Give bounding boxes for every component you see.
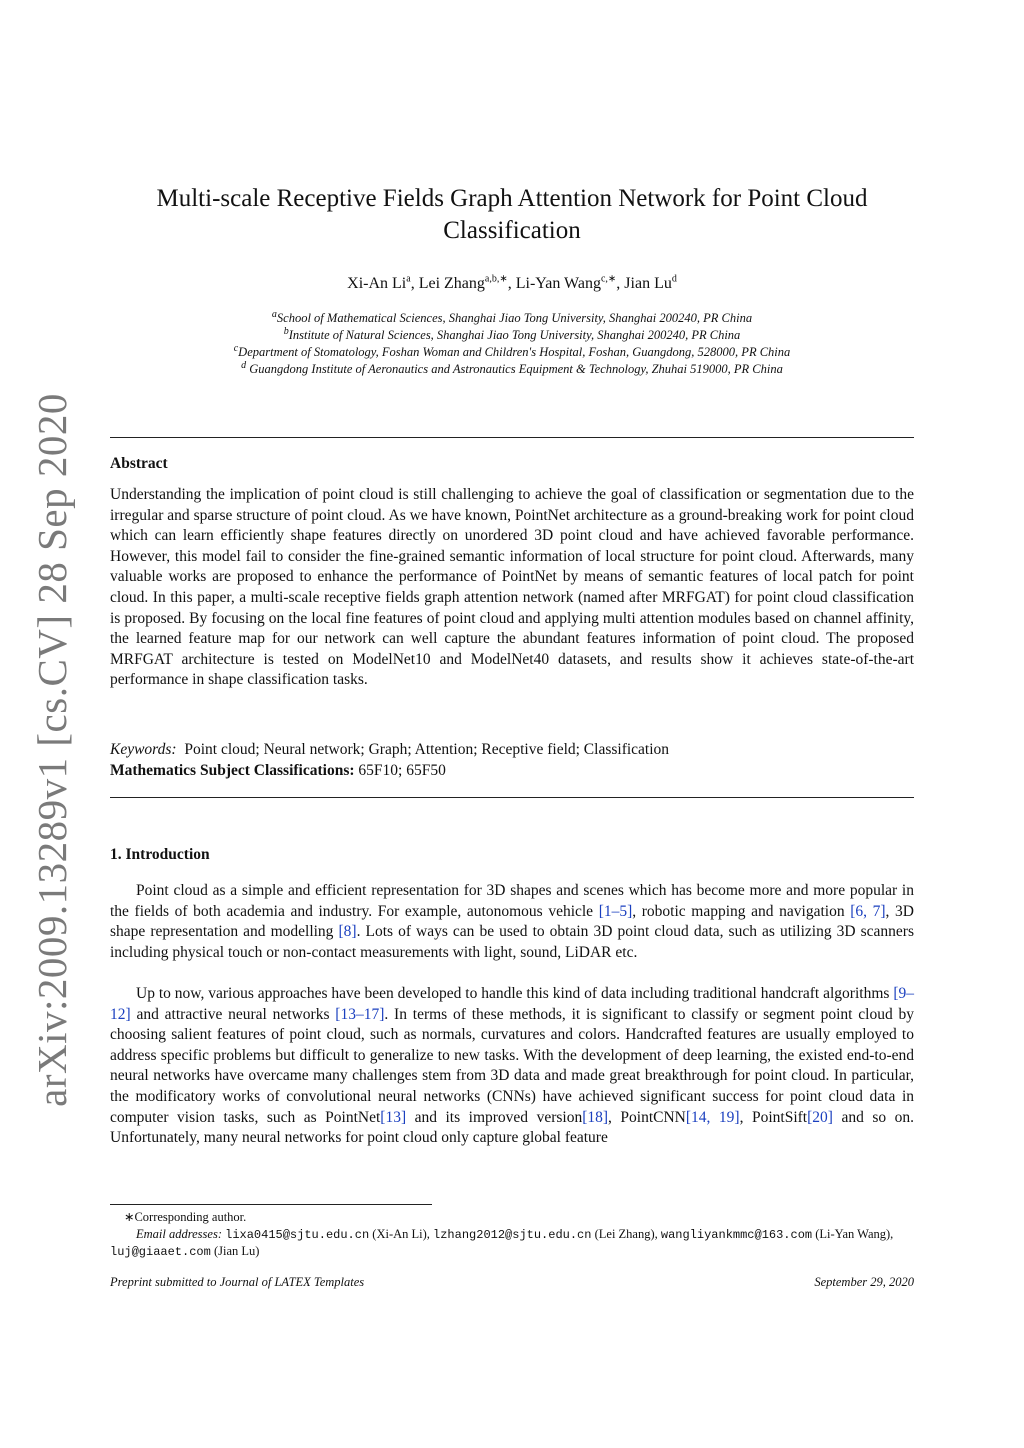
affiliation-text: Department of Stomatology, Foshan Woman and Children's Hospital, Foshan, Guangdong, 528000, PR China [238, 345, 791, 359]
corresponding-author-note: ∗Corresponding author. [124, 1210, 247, 1224]
email-owner: (Li-Yan Wang), [815, 1226, 894, 1241]
citation-link[interactable]: [1–5] [598, 902, 633, 920]
keywords-line [110, 741, 669, 759]
introduction-paragraph-2 [110, 984, 914, 1149]
affiliation-line [112, 327, 912, 344]
paragraph-text: , 3D shape representation and modelling [110, 902, 914, 941]
citation-link[interactable]: [13–17] [335, 1005, 385, 1023]
abstract-top-rule [110, 437, 914, 438]
affiliation-mark: d [241, 359, 247, 371]
paragraph-text: . Lots of ways can be used to obtain 3D point cloud data, such as utilizing 3D scanners including physical touch or non-contact measurements with light, sound, LiDAR etc. [110, 923, 914, 961]
email-label: Email addresses: [136, 1226, 222, 1241]
paper-title: Multi-scale Receptive Fields Graph Attention Network for Point Cloud Classification [156, 185, 868, 244]
author-affiliation-mark: d [671, 273, 677, 285]
citation-link[interactable]: [6, 7] [850, 902, 886, 920]
abstract-heading: Abstract [110, 455, 168, 472]
author-affiliation-mark: a [406, 273, 411, 285]
affiliation-list [112, 310, 912, 378]
abstract-text: Understanding the implication of point cloud is still challenging to achieve the goal of classification or segmentation due to the irregular and sparse structure of point cloud. As we have known, PointNet architecture as a ground-breaking work for point cloud which can learn efficiently shape features directly on unordered 3D point cloud and have achieved favorable performance. However, this model fail to consider the fine-grained semantic information of local structure for point cloud. Afterwards, many valuable works are proposed to enhance the performance of PointNet by means of semantic features of local patch for point cloud. In this paper, a multi-scale receptive fields graph attention network (named after MRFGAT) for point cloud classification is proposed. By focusing on the local fine features of point cloud and applying multi attention modules based on channel affinity, the learned feature map for our network can well capture the abundant features information of point cloud. The proposed MRFGAT architecture is tested on ModelNet10 and ModelNet40 datasets, and results show it achieves state-of-the-art performance in shape classification tasks. [110, 486, 914, 689]
paragraph-text: and attractive neural networks [130, 1005, 336, 1023]
author-name: Li-Yan Wang [515, 275, 601, 292]
keywords-text: Point cloud; Neural network; Graph; Attention; Receptive field; Classification [184, 741, 670, 758]
email-address[interactable]: lzhang2012@sjtu.edu.cn [433, 1227, 592, 1242]
citation-link[interactable]: [20] [807, 1108, 833, 1126]
paragraph-text: and its improved version [406, 1108, 583, 1126]
citation-link[interactable]: [13] [380, 1108, 407, 1126]
footnotes [110, 1209, 914, 1261]
paragraph-text: Up to now, various approaches have been developed to handle this kind of data including traditional handcraft algorithms [136, 985, 894, 1002]
affiliation-text: Guangdong Institute of Aeronautics and Astronautics Equipment & Technology, Zhuhai 519000, PR China [246, 362, 783, 376]
citation-link[interactable]: [14, 19] [685, 1108, 740, 1126]
email-addresses [110, 1226, 914, 1261]
author-name: Jian Lu [624, 275, 672, 292]
email-owner: (Jian Lu) [213, 1244, 260, 1258]
msc-text: 65F10; 65F50 [358, 762, 446, 779]
paragraph-text: , PointSift [739, 1108, 808, 1126]
affiliation-text: Institute of Natural Sciences, Shanghai Jiao Tong University, Shanghai 200240, PR China [288, 328, 741, 342]
paragraph-text: and so on. Unfortunately, many neural networks for point cloud only capture global feature [110, 1108, 914, 1147]
email-owner: (Xi-An Li), [372, 1226, 430, 1241]
keywords-label: Keywords: [110, 741, 177, 758]
author-name: Xi-An Li [347, 275, 407, 292]
author-affiliation-mark: a,b,∗ [484, 273, 508, 285]
affiliation-text: School of Mathematical Sciences, Shanghai Jiao Tong University, Shanghai 200240, PR China [276, 311, 753, 325]
email-address[interactable]: wangliyankmmc@163.com [660, 1227, 813, 1242]
affiliation-mark: a [271, 308, 277, 320]
affiliation-mark: c [233, 342, 239, 354]
email-owner: (Lei Zhang), [594, 1226, 658, 1241]
paragraph-text: . In terms of these methods, it is significant to classify or segment point cloud by choosing salient features of point cloud, such as normals, curvatures and colors. Handcrafted features are usually employed to address specific problems but difficult to generalize to new tasks. With the development of deep learning, the existed end-to-end neural networks have overcame many challenges stem from 3D data and made great breakthrough for point cloud. In particular, the modificatory works of convolutional neural networks (CNNs) have achieved significant success for point cloud data in computer vision tasks, such as PointNet [110, 1005, 914, 1126]
affiliation-mark: b [283, 325, 289, 337]
citation-link[interactable]: [9–12] [110, 985, 914, 1023]
abstract-bottom-rule [110, 797, 914, 798]
msc-label: Mathematics Subject Classifications: [110, 762, 355, 779]
citation-link[interactable]: [18] [582, 1108, 609, 1126]
introduction-heading: 1. Introduction [110, 846, 210, 863]
author-affiliation-mark: c,∗ [600, 273, 617, 285]
affiliation-line [112, 310, 912, 327]
email-address[interactable]: lixa0415@sjtu.edu.cn [225, 1227, 370, 1242]
author-list: Xi-An Li$^a$, Lei Zhang$^{a,b,∗}$, Li-Yan Wang$^{c,∗}$, Jian Lu$^d$ [347, 273, 677, 292]
citation-link[interactable]: [8] [338, 923, 357, 941]
introduction-paragraph-1 [110, 881, 914, 963]
footer-journal: Preprint submitted to Journal of LATEX Templates [110, 1275, 365, 1289]
author-name: Lei Zhang [418, 275, 485, 292]
paragraph-text: , robotic mapping and navigation [632, 902, 851, 920]
arxiv-side-stamp: arXiv:2009.13289v1 [cs.CV] 28 Sep 2020 [29, 393, 75, 1107]
affiliation-line [112, 344, 912, 361]
footnote-rule [110, 1204, 432, 1205]
email-address[interactable]: luj@giaaet.com [110, 1245, 211, 1259]
paragraph-text: , PointCNN [608, 1108, 686, 1126]
affiliation-line [112, 361, 912, 378]
msc-line [110, 762, 446, 780]
footer-date: September 29, 2020 [814, 1275, 914, 1289]
paragraph-text: Point cloud as a simple and efficient representation for 3D shapes and scenes which has become more and more popular in the fields of both academia and industry. For example, autonomous vehicle [110, 882, 914, 920]
